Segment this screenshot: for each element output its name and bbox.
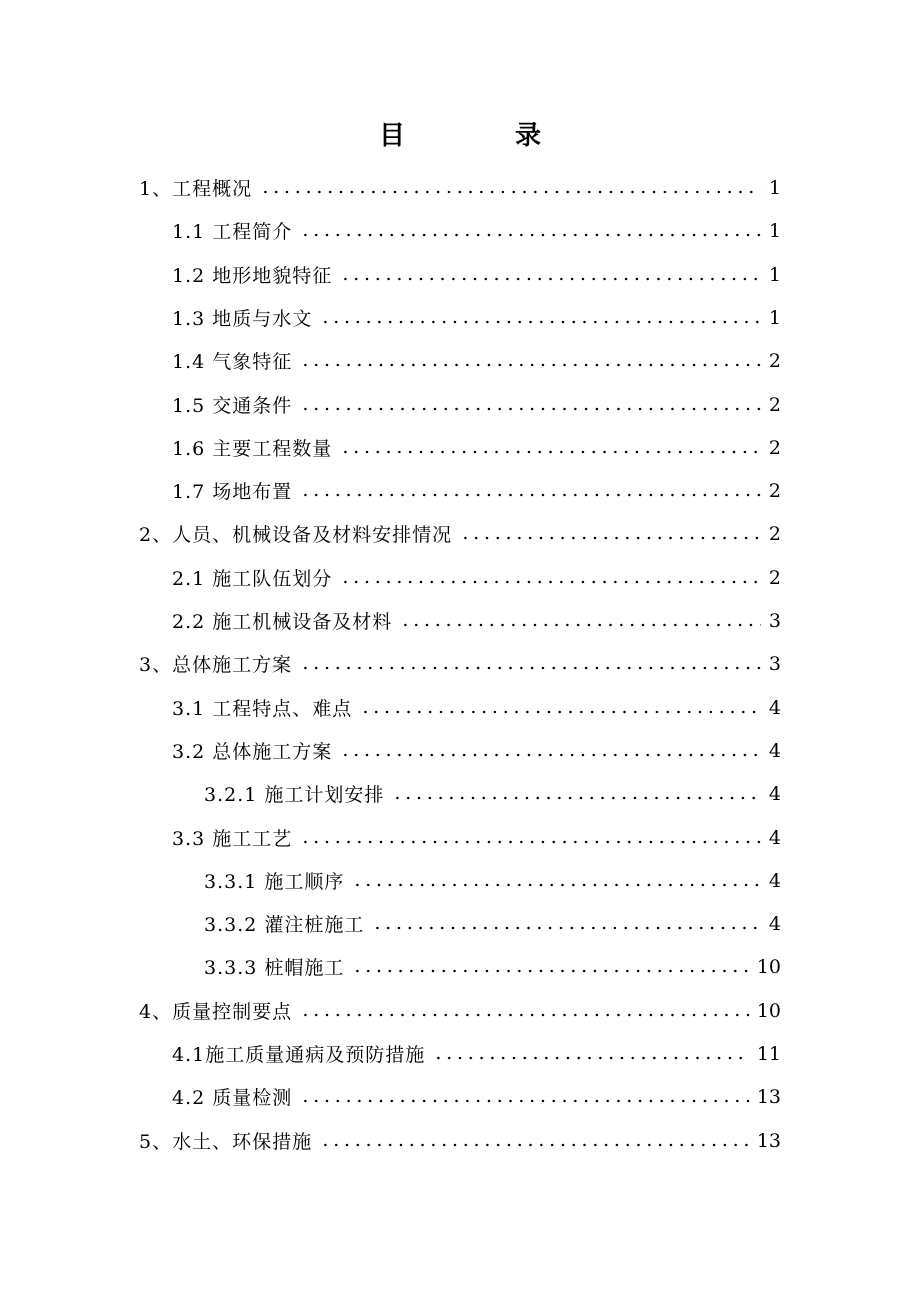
toc-entry[interactable]	[139, 512, 781, 555]
toc-entry[interactable]	[172, 426, 781, 469]
toc-page-number: 1	[768, 263, 781, 286]
toc-entry-title: 2.2 施工机械设备及材料	[172, 611, 393, 633]
toc-page-number: 2	[768, 349, 781, 372]
toc-page-number: 2	[768, 566, 781, 589]
dot-leader	[320, 1143, 749, 1147]
toc-entry-title: 1.5 交通条件	[172, 395, 293, 417]
toc-entry[interactable]	[139, 1119, 781, 1162]
toc-page-number: 4	[768, 912, 781, 935]
toc-page-number: 3	[768, 609, 781, 632]
toc-entry-title: 1.6 主要工程数量	[172, 438, 333, 460]
toc-entry[interactable]	[204, 772, 781, 815]
toc-entry[interactable]	[172, 296, 781, 339]
dot-leader	[352, 883, 761, 887]
toc-entry-title: 1.4 气象特征	[172, 351, 293, 373]
toc-entry-title: 4.1施工质量通病及预防措施	[172, 1044, 426, 1066]
toc-entry[interactable]	[172, 1032, 781, 1075]
toc-entry[interactable]	[172, 383, 781, 426]
toc-entry[interactable]	[172, 816, 781, 859]
toc-entry-title: 3.2.1 施工计划安排	[204, 784, 385, 806]
dot-leader	[400, 623, 761, 627]
toc-entry-title: 1、工程概况	[139, 178, 253, 200]
toc-entry[interactable]	[172, 209, 781, 252]
toc-page-number: 4	[768, 782, 781, 805]
toc-entry[interactable]	[204, 945, 781, 988]
dot-leader	[300, 666, 761, 670]
toc-page-number: 13	[756, 1129, 781, 1152]
toc-entry[interactable]	[172, 1075, 781, 1118]
toc-entry[interactable]	[172, 556, 781, 599]
toc-entry-title: 1.7 场地布置	[172, 481, 293, 503]
dot-leader	[300, 233, 761, 237]
toc-entry[interactable]	[172, 729, 781, 772]
toc-page-number: 3	[768, 652, 781, 675]
toc-entry-title: 3.3 施工工艺	[172, 828, 293, 850]
dot-leader	[360, 710, 761, 714]
dot-leader	[340, 450, 761, 454]
dot-leader	[433, 1056, 749, 1060]
toc-page-number: 1	[768, 306, 781, 329]
dot-leader	[300, 407, 761, 411]
toc-entry-title: 2、人员、机械设备及材料安排情况	[139, 524, 453, 546]
toc-entry-title: 3.3.3 桩帽施工	[204, 957, 345, 979]
toc-entry[interactable]	[204, 902, 781, 945]
dot-leader	[300, 1099, 749, 1103]
toc-entry-title: 3.1 工程特点、难点	[172, 698, 353, 720]
toc-page-number: 4	[768, 696, 781, 719]
dot-leader	[340, 277, 761, 281]
dot-leader	[300, 840, 761, 844]
toc-entry[interactable]	[172, 686, 781, 729]
toc-page-number: 1	[768, 176, 781, 199]
toc-entry-title: 1.3 地质与水文	[172, 308, 313, 330]
toc-entry-title: 4、质量控制要点	[139, 1001, 293, 1023]
toc-page-number: 11	[756, 1042, 781, 1065]
toc-entry[interactable]	[172, 339, 781, 382]
dot-leader	[260, 190, 761, 194]
dot-leader	[300, 363, 761, 367]
toc-entry-title: 5、水土、环保措施	[139, 1131, 313, 1153]
toc-entry[interactable]	[172, 253, 781, 296]
toc-entry[interactable]	[172, 599, 781, 642]
toc-page-number: 2	[768, 393, 781, 416]
toc-page-number: 1	[768, 219, 781, 242]
toc-entry-title: 3.3.2 灌注桩施工	[204, 914, 365, 936]
toc-entry-title: 4.2 质量检测	[172, 1087, 293, 1109]
toc-page-number: 10	[756, 999, 781, 1022]
dot-leader	[320, 320, 761, 324]
toc-page-number: 2	[768, 479, 781, 502]
toc-entry[interactable]	[139, 642, 781, 685]
dot-leader	[340, 753, 761, 757]
toc-page-number: 13	[756, 1085, 781, 1108]
toc-page-number: 2	[768, 436, 781, 459]
toc-page-number: 4	[768, 739, 781, 762]
dot-leader	[352, 969, 748, 973]
toc-entry-title: 3.2 总体施工方案	[172, 741, 333, 763]
toc-entry-title: 3.3.1 施工顺序	[204, 871, 345, 893]
dot-leader	[460, 536, 761, 540]
toc-entry[interactable]	[139, 166, 781, 209]
toc-page-number: 10	[756, 955, 781, 978]
toc-entry[interactable]	[139, 989, 781, 1032]
dot-leader	[372, 926, 761, 930]
dot-leader	[340, 580, 761, 584]
page-title: 目 录	[378, 121, 583, 151]
toc-entry-title: 2.1 施工队伍划分	[172, 568, 333, 590]
toc-entry-title: 1.1 工程简介	[172, 221, 293, 243]
toc-entry-title: 3、总体施工方案	[139, 654, 293, 676]
toc-page-number: 2	[768, 522, 781, 545]
dot-leader	[300, 1013, 749, 1017]
toc-entry[interactable]	[172, 469, 781, 512]
dot-leader	[392, 796, 761, 800]
toc-page-number: 4	[768, 826, 781, 849]
dot-leader	[300, 493, 761, 497]
toc-entry[interactable]	[204, 859, 781, 902]
toc-page-number: 4	[768, 869, 781, 892]
toc-entry-title: 1.2 地形地貌特征	[172, 265, 333, 287]
